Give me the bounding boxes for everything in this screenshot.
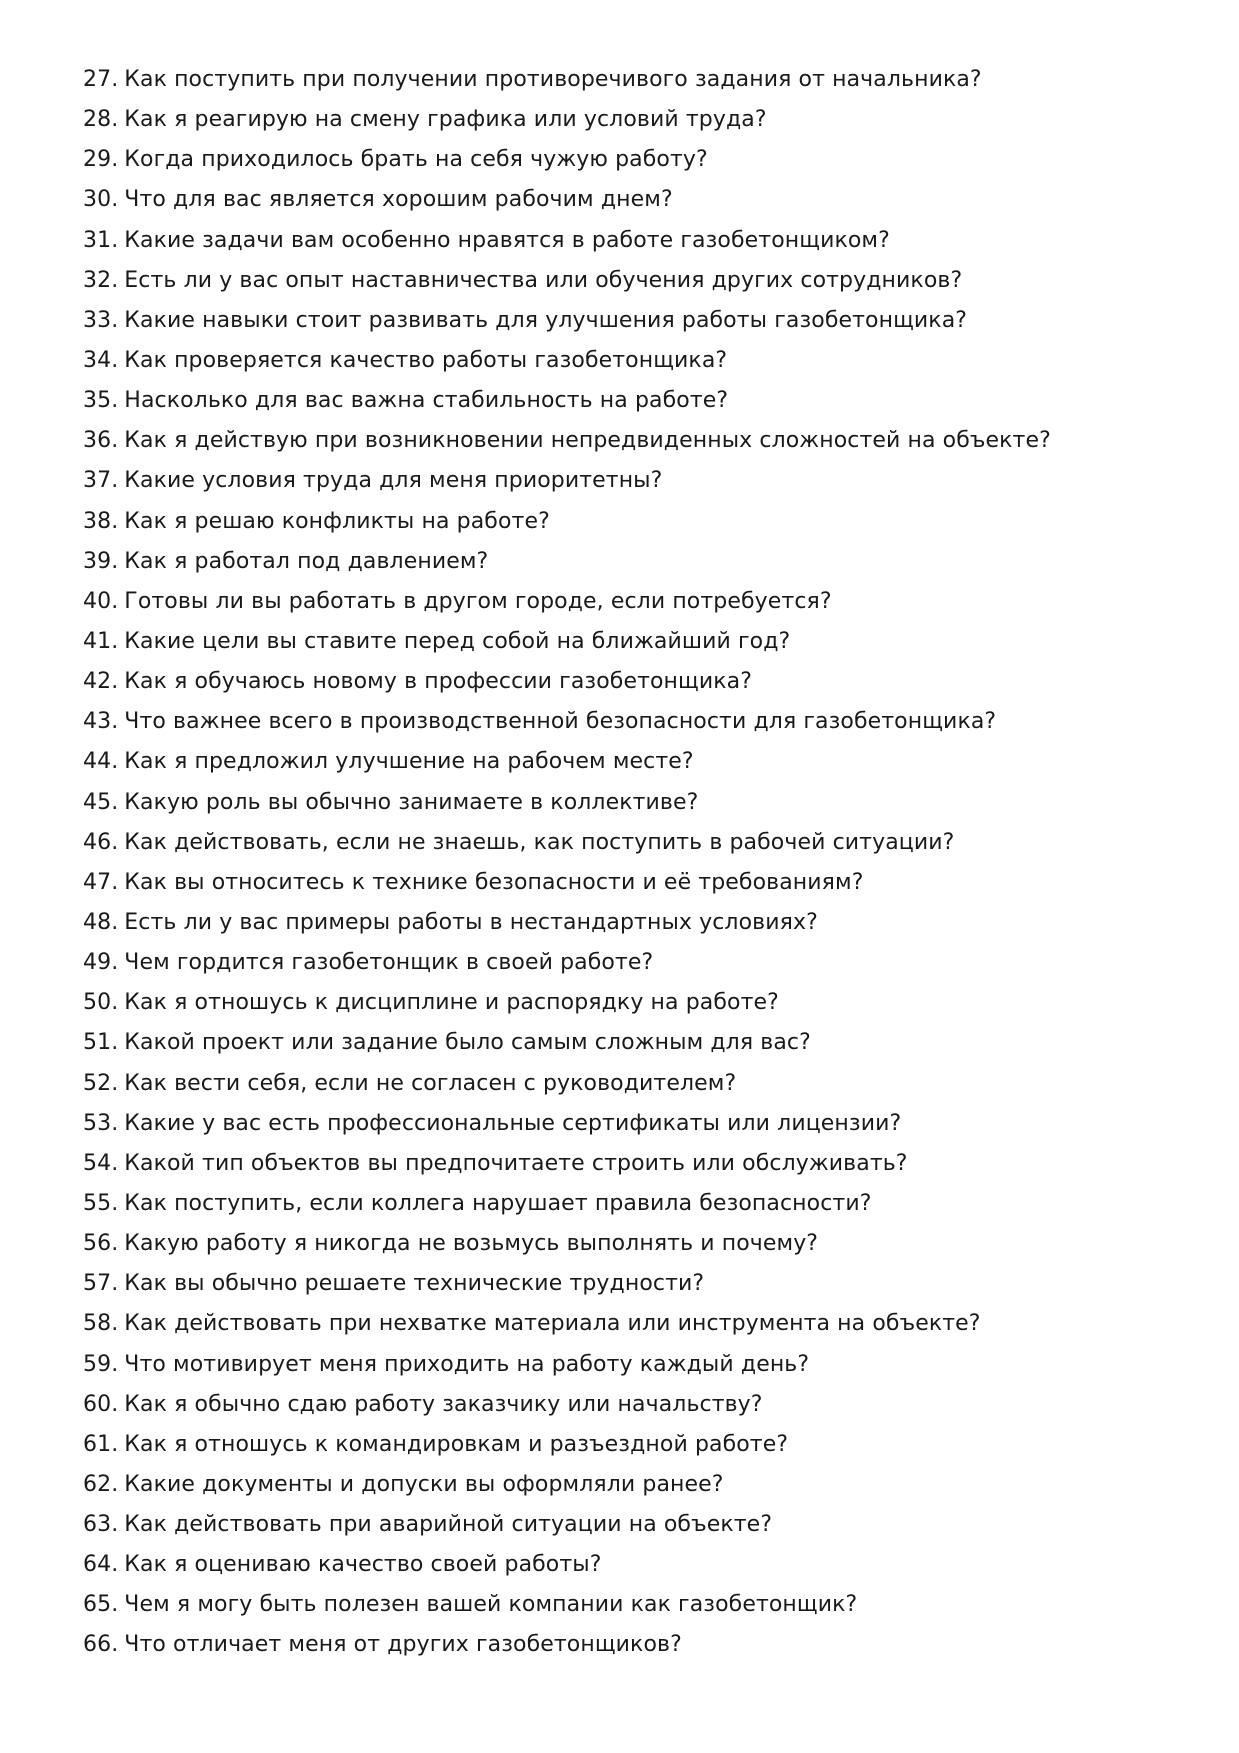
question-item — [83, 1264, 1183, 1304]
question-text: Есть ли у вас опыт наставничества или обучения других сотрудников? — [124, 267, 963, 293]
question-text: Какие навыки стоит развивать для улучшения работы газобетонщика? — [124, 307, 968, 333]
question-text: Чем я могу быть полезен вашей компании как газобетонщик? — [124, 1592, 858, 1618]
question-item — [83, 502, 1183, 542]
question-text: Что мотивирует меня приходить на работу каждый день? — [124, 1351, 810, 1377]
question-item — [83, 823, 1183, 863]
question-item — [83, 903, 1183, 943]
question-number: 65. — [83, 1592, 119, 1618]
question-item — [83, 1625, 1183, 1665]
question-number: 62. — [83, 1471, 119, 1497]
question-text: Как поступить, если коллега нарушает правила безопасности? — [124, 1190, 872, 1216]
question-text: Как я отношусь к дисциплине и распорядку на работе? — [124, 990, 779, 1016]
question-item — [83, 783, 1183, 823]
question-item — [83, 1064, 1183, 1104]
question-number: 57. — [83, 1271, 119, 1297]
question-text: Готовы ли вы работать в другом городе, если потребуется? — [124, 588, 832, 614]
question-item — [83, 1585, 1183, 1625]
question-text: Как действовать, если не знаешь, как поступить в рабочей ситуации? — [124, 829, 955, 855]
question-number: 43. — [83, 709, 119, 735]
question-item — [83, 261, 1183, 301]
question-item — [83, 943, 1183, 983]
question-text: Какие у вас есть профессиональные сертификаты или лицензии? — [124, 1110, 902, 1136]
question-number: 33. — [83, 307, 119, 333]
question-number: 44. — [83, 749, 119, 775]
question-number: 54. — [83, 1150, 119, 1176]
question-number: 47. — [83, 869, 119, 895]
question-text: Что важнее всего в производственной безопасности для газобетонщика? — [124, 709, 997, 735]
question-text: Какой тип объектов вы предпочитаете строить или обслуживать? — [124, 1150, 908, 1176]
question-item — [83, 1023, 1183, 1063]
question-number: 50. — [83, 990, 119, 1016]
question-number: 66. — [83, 1632, 119, 1658]
question-item — [83, 983, 1183, 1023]
question-number: 46. — [83, 829, 119, 855]
question-number: 49. — [83, 950, 119, 976]
question-item — [83, 421, 1183, 461]
question-item — [83, 1385, 1183, 1425]
question-text: Какой проект или задание было самым сложным для вас? — [124, 1030, 811, 1056]
question-number: 64. — [83, 1552, 119, 1578]
question-text: Как поступить при получении противоречивого задания от начальника? — [124, 67, 982, 92]
question-item — [83, 1345, 1183, 1385]
question-item — [83, 622, 1183, 662]
question-number: 39. — [83, 548, 119, 574]
question-item — [83, 863, 1183, 903]
question-text: Как я реагирую на смену графика или условий труда? — [124, 107, 767, 133]
question-item — [83, 1104, 1183, 1144]
question-number: 45. — [83, 789, 119, 815]
question-item — [83, 1425, 1183, 1465]
question-text: Как я обычно сдаю работу заказчику или начальству? — [124, 1391, 763, 1417]
question-item — [83, 1465, 1183, 1505]
question-number: 51. — [83, 1030, 119, 1056]
question-number: 63. — [83, 1512, 119, 1538]
question-item — [83, 702, 1183, 742]
question-text: Есть ли у вас примеры работы в нестандартных условиях? — [124, 909, 818, 935]
question-text: Как я работал под давлением? — [124, 548, 489, 574]
question-item — [83, 221, 1183, 261]
question-item — [83, 100, 1183, 140]
question-text: Чем гордится газобетонщик в своей работе? — [124, 950, 654, 976]
question-text: Как вы обычно решаете технические трудности? — [124, 1271, 705, 1297]
question-item — [83, 140, 1183, 180]
question-text: Что для вас является хорошим рабочим днем? — [124, 187, 673, 213]
question-number: 56. — [83, 1231, 119, 1257]
question-text: Как я обучаюсь новому в профессии газобетонщика? — [124, 669, 753, 695]
question-text: Как я действую при возникновении непредвиденных сложностей на объекте? — [124, 428, 1051, 454]
question-number: 32. — [83, 267, 119, 293]
question-text: Когда приходилось брать на себя чужую работу? — [124, 147, 708, 173]
question-number: 55. — [83, 1190, 119, 1216]
question-number: 59. — [83, 1351, 119, 1377]
question-text: Какую роль вы обычно занимаете в коллективе? — [124, 789, 699, 815]
question-text: Как действовать при нехватке материала или инструмента на объекте? — [124, 1311, 981, 1337]
question-item — [83, 1144, 1183, 1184]
question-number: 31. — [83, 227, 119, 253]
question-item — [83, 461, 1183, 501]
question-number: 52. — [83, 1070, 119, 1096]
question-number: 29. — [83, 147, 119, 173]
question-text: Как я отношусь к командировкам и разъездной работе? — [124, 1431, 789, 1457]
question-number: 34. — [83, 347, 119, 373]
question-number: 48. — [83, 909, 119, 935]
question-number: 30. — [83, 187, 119, 213]
question-item — [83, 1304, 1183, 1344]
question-item — [83, 1545, 1183, 1585]
question-text: Какие условия труда для меня приоритетны? — [124, 468, 663, 494]
question-text: Какую работу я никогда не возьмусь выполнять и почему? — [124, 1231, 819, 1257]
question-number: 58. — [83, 1311, 119, 1337]
question-number: 60. — [83, 1391, 119, 1417]
question-item — [83, 582, 1183, 622]
question-text: Как я оцениваю качество своей работы? — [124, 1552, 602, 1578]
question-text: Какие задачи вам особенно нравятся в работе газобетонщиком? — [124, 227, 890, 253]
question-item — [83, 180, 1183, 220]
question-text: Что отличает меня от других газобетонщиков? — [124, 1632, 682, 1658]
question-item — [83, 341, 1183, 381]
question-item — [83, 1184, 1183, 1224]
question-text: Как проверяется качество работы газобетонщика? — [124, 347, 728, 373]
question-item — [83, 1505, 1183, 1545]
question-list — [83, 60, 1183, 1666]
question-number: 38. — [83, 508, 119, 534]
question-text: Как вы относитесь к технике безопасности и её требованиям? — [124, 869, 864, 895]
question-number: 35. — [83, 388, 119, 414]
question-number: 27. — [83, 67, 119, 92]
question-text: Как действовать при аварийной ситуации на объекте? — [124, 1512, 773, 1538]
question-item — [83, 662, 1183, 702]
question-item — [83, 1224, 1183, 1264]
question-text: Как вести себя, если не согласен с руководителем? — [124, 1070, 737, 1096]
question-item — [83, 742, 1183, 782]
question-number: 61. — [83, 1431, 119, 1457]
question-number: 42. — [83, 669, 119, 695]
question-item — [83, 542, 1183, 582]
question-item — [83, 381, 1183, 421]
question-text: Какие цели вы ставите перед собой на ближайший год? — [124, 628, 791, 654]
question-number: 40. — [83, 588, 119, 614]
question-number: 36. — [83, 428, 119, 454]
question-number: 28. — [83, 107, 119, 133]
question-number: 37. — [83, 468, 119, 494]
question-text: Как я предложил улучшение на рабочем месте? — [124, 749, 694, 775]
question-text: Насколько для вас важна стабильность на работе? — [124, 388, 729, 414]
question-item — [83, 60, 1183, 100]
question-text: Какие документы и допуски вы оформляли ранее? — [124, 1471, 724, 1497]
question-number: 41. — [83, 628, 119, 654]
question-number: 53. — [83, 1110, 119, 1136]
question-text: Как я решаю конфликты на работе? — [124, 508, 550, 534]
question-item — [83, 301, 1183, 341]
